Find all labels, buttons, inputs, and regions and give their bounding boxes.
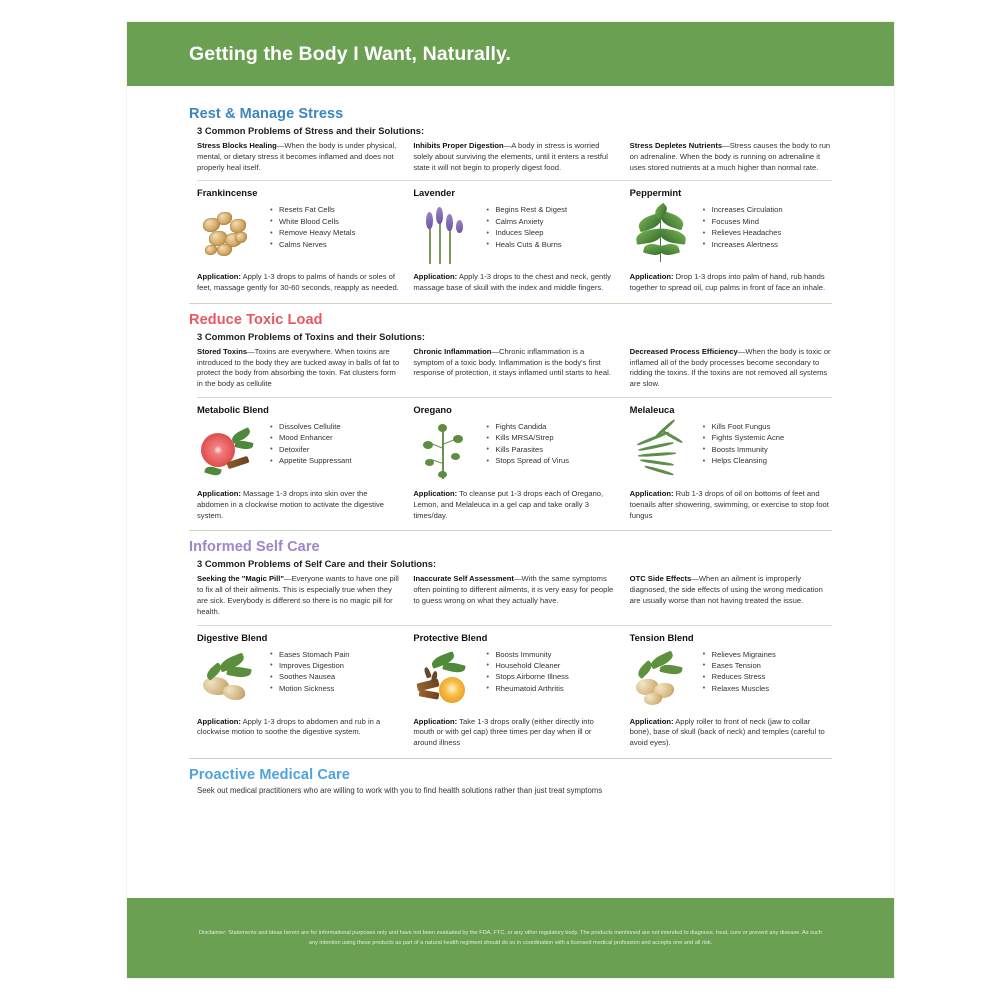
benefit-item: • Induces Sleep	[495, 227, 567, 238]
problem-term: Chronic Inflammation	[413, 346, 492, 356]
protective-blend-image	[413, 647, 475, 709]
problem-item	[413, 347, 615, 390]
section-title: Reduce Toxic Load	[189, 311, 323, 328]
benefit-item: • Appetite Suppressant	[279, 455, 352, 466]
application-label: Application:	[413, 716, 458, 726]
oil-benefits	[481, 649, 568, 695]
problem-term: Stored Toxins	[197, 346, 248, 356]
oil-application	[413, 717, 615, 749]
divider	[197, 397, 832, 398]
oil-benefits	[481, 204, 567, 250]
application-text: Apply 1-3 drops to abdomen and rub in a clockwise motion to soothe the digestive system.	[197, 716, 381, 737]
oil-application	[197, 489, 399, 521]
oil-name: Digestive Blend	[197, 631, 268, 643]
benefit-item: • Begins Rest & Digest	[495, 204, 567, 215]
benefit-item: • Mood Enhancer	[279, 432, 352, 443]
oil-name: Lavender	[413, 187, 456, 199]
digestive-blend-image	[197, 647, 259, 709]
oil-application	[630, 717, 832, 749]
problem-term: OTC Side Effects	[629, 574, 692, 584]
benefit-item: • Reduces Stress	[712, 671, 776, 682]
application-text: Drop 1-3 drops into palm of hand, rub hands together to spread oil, cup palms in front of face an inhale.	[629, 272, 826, 293]
document-page	[127, 22, 894, 978]
benefit-item: • Stops Airborne Illness	[495, 671, 568, 682]
benefit-item: • White Blood Cells	[279, 216, 355, 227]
oil-name: Melaleuca	[629, 404, 675, 416]
section-subhead: 3 Common Problems of Stress and their Solutions:	[197, 125, 425, 136]
document-body	[127, 86, 894, 797]
application-text: Apply 1-3 drops to the chest and neck, gently massage base of skull with the index and middle fingers.	[413, 272, 611, 293]
benefit-item: • Kills MRSA/Strep	[495, 432, 569, 443]
benefit-item: • Stops Spread of Virus	[495, 455, 569, 466]
oil-card	[197, 632, 399, 749]
section-reduce-toxic-load	[189, 312, 832, 521]
divider	[197, 625, 832, 626]
problem-text: —Toxins are everywhere. When toxins are introduced to the body they are tucked away in balls of fat to protect the body from absorbing the toxin. Fat clusters form in the body as cellulite	[197, 346, 400, 389]
oil-benefits	[481, 421, 569, 467]
problem-text: —Stress causes the body to run on adrenaline. When the body is running on adrenaline it uses stored nutrients at a much higher than normal rate.	[629, 141, 831, 172]
benefit-item: • Increases Alertness	[712, 239, 783, 250]
oil-card	[413, 187, 615, 294]
problem-term: Stress Blocks Healing	[197, 141, 277, 150]
benefit-item: • Calms Anxiety	[495, 216, 567, 227]
problem-term: Seeking the "Magic Pill"	[197, 574, 284, 584]
problem-text: —Chronic inflammation is a symptom of a toxic body. Inflammation is the body's first response of protection, it stays inflamed until starts to heal.	[413, 346, 611, 378]
benefit-item: • Fights Systemic Acne	[712, 432, 785, 443]
oil-application	[413, 272, 615, 294]
oil-name: Tension Blend	[629, 631, 694, 643]
oil-benefits	[265, 204, 355, 250]
oil-card	[630, 404, 832, 521]
oil-card	[197, 187, 399, 294]
oil-name: Oregano	[413, 404, 452, 416]
problem-text: —A body in stress is worried solely about surviving the elements, until it enters a restful state it will not begin to properly digest food.	[413, 141, 608, 172]
section-body-text: Seek out medical practitioners who are willing to work with you to find health solutions rather than just treat symptoms	[197, 785, 603, 795]
application-text: Rub 1-3 drops of oil on bottoms of feet and toenails after showering, swimming, or exercise to stop foot fungus	[629, 489, 829, 520]
oil-list	[197, 187, 832, 294]
lavender-plant-image	[413, 202, 475, 264]
benefit-item: • Calms Nerves	[279, 239, 355, 250]
oil-benefits	[265, 649, 350, 695]
section-title: Proactive Medical Care	[189, 766, 350, 783]
problem-item	[630, 141, 832, 173]
oil-list	[197, 632, 832, 749]
benefit-item: • Helps Cleansing	[712, 455, 785, 466]
disclaimer-text: Disclaimer: Statements and ideas herein are for informational purposes only and have not been evaluated by the FDA, FTC, or any other regulatory body. The products mentioned are not intended to diagnose, treat, cure or prevent any disease. As such any intention using these products as part of a natural health regiment should do so in coordination with a licensed medical profession and accepts one and all risk.	[199, 929, 822, 946]
oil-name: Metabolic Blend	[197, 404, 269, 416]
page-title: Getting the Body I Want, Naturally.	[189, 42, 512, 65]
problem-item	[197, 141, 399, 173]
oil-list	[197, 404, 832, 521]
application-label: Application:	[629, 716, 674, 726]
problem-item	[197, 574, 399, 617]
application-label: Application:	[413, 489, 458, 499]
benefit-item: • Kills Parasites	[495, 444, 569, 455]
problem-item	[630, 347, 832, 390]
problem-text: —Everyone wants to have one pill to fix all of their ailments. This is especially true when they are sick. Everybody is different so there is no magic pill for health.	[197, 574, 399, 616]
section-informed-self-care	[189, 539, 832, 748]
application-label: Application:	[197, 272, 241, 282]
oil-card	[413, 404, 615, 521]
section-title: Rest & Manage Stress	[189, 106, 344, 122]
benefit-item: • Relaxes Muscles	[712, 683, 776, 694]
oil-benefits	[698, 649, 776, 695]
benefit-item: • Fights Candida	[495, 421, 569, 432]
problem-term: Decreased Process Efficiency	[629, 346, 738, 356]
oil-card	[197, 404, 399, 521]
benefit-item: • Soothes Nausea	[279, 671, 350, 682]
problem-item	[413, 141, 615, 173]
frankincense-resin-image	[197, 202, 259, 264]
benefit-item: • Relieves Headaches	[712, 227, 783, 238]
section-subhead: 3 Common Problems of Self Care and their Solutions:	[197, 558, 437, 570]
benefit-item: • Relieves Migraines	[712, 649, 776, 660]
benefit-item: • Eases Stomach Pain	[279, 649, 350, 660]
benefit-item: • Detoxifer	[279, 444, 352, 455]
oil-card	[630, 187, 832, 294]
benefit-item: • Heals Cuts & Burns	[495, 239, 567, 250]
metabolic-blend-image	[197, 419, 259, 481]
problem-term: Inaccurate Self Assessment	[413, 574, 514, 584]
oil-benefits	[698, 204, 783, 250]
document-footer	[127, 898, 894, 978]
application-label: Application:	[629, 272, 674, 282]
problem-item	[413, 574, 615, 617]
oregano-sprig-image	[413, 419, 475, 481]
application-label: Application:	[197, 716, 241, 726]
benefit-item: • Resets Fat Cells	[279, 204, 355, 215]
application-text: Take 1-3 drops orally (either directly into mouth or with gel cap) three times per day when ill or around illness	[413, 716, 594, 748]
benefit-item: • Boosts Immunity	[495, 649, 568, 660]
section-proactive-medical-care	[189, 767, 832, 797]
oil-benefits	[265, 421, 352, 467]
oil-card	[413, 632, 615, 749]
problem-text: —When the body is under physical, mental, or dietary stress it becomes inflamed and does not properly heal itself.	[197, 141, 397, 172]
benefit-item: • Motion Sickness	[279, 683, 350, 694]
benefit-item: • Boosts Immunity	[712, 444, 785, 455]
oil-application	[413, 489, 615, 521]
benefit-item: • Household Cleaner	[495, 660, 568, 671]
oil-name: Protective Blend	[413, 631, 488, 643]
application-text: To cleanse put 1-3 drops each of Oregano, Lemon, and Melaleuca in a gel cap and take orally 3 times/day.	[413, 489, 604, 520]
benefit-item: • Rheumatoid Arthritis	[495, 683, 568, 694]
section-divider	[189, 303, 832, 304]
oil-application	[197, 717, 399, 739]
problem-text: —When the body is toxic or inflamed all of the body processes become secondary to ridding the toxins. If the toxins are not removed all systems are slow.	[629, 346, 831, 389]
benefit-item: • Kills Foot Fungus	[712, 421, 785, 432]
problem-item	[197, 347, 399, 390]
oil-name: Frankincense	[197, 187, 258, 199]
benefit-item: • Dissolves Cellulite	[279, 421, 352, 432]
application-label: Application:	[629, 489, 674, 499]
problem-text: —When an ailment is improperly diagnosed, the side effects of using the wrong medication are usually worse than not having treated the issue.	[629, 574, 823, 605]
oil-application	[630, 272, 832, 294]
section-rest-manage-stress	[189, 106, 832, 294]
melaleuca-plant-image	[630, 419, 692, 481]
oil-card	[630, 632, 832, 749]
application-text: Apply roller to front of neck (jaw to collar bone), base of skull (back of neck) and temples (careful to avoid eyes).	[629, 716, 825, 748]
oil-application	[197, 272, 399, 294]
oil-application	[630, 489, 832, 521]
application-label: Application:	[413, 272, 458, 282]
problem-list	[197, 574, 832, 617]
divider	[197, 180, 832, 181]
oil-benefits	[698, 421, 785, 467]
tension-blend-image	[630, 647, 692, 709]
problem-term: Inhibits Proper Digestion	[413, 141, 504, 150]
problem-term: Stress Depletes Nutrients	[629, 141, 723, 150]
benefit-item: • Remove Heavy Metals	[279, 227, 355, 238]
oil-name: Peppermint	[629, 187, 682, 199]
section-divider	[189, 758, 832, 759]
problem-list	[197, 347, 832, 390]
section-subhead: 3 Common Problems of Toxins and their Solutions:	[197, 330, 425, 342]
problem-list	[197, 141, 832, 173]
application-text: Apply 1-3 drops to palms of hands or soles of feet, massage gently for 30-60 seconds, reapply as needed.	[197, 272, 399, 293]
benefit-item: • Improves Digestion	[279, 660, 350, 671]
peppermint-plant-image	[630, 202, 692, 264]
document-header	[127, 22, 894, 86]
benefit-item: • Eases Tension	[712, 660, 776, 671]
section-divider	[189, 530, 832, 531]
application-text: Massage 1-3 drops into skin over the abdomen in a clockwise motion to activate the digestive system.	[197, 489, 384, 520]
section-title: Informed Self Care	[189, 539, 320, 556]
benefit-item: • Focuses Mind	[712, 216, 783, 227]
application-label: Application:	[197, 489, 241, 499]
benefit-item: • Increases Circulation	[712, 204, 783, 215]
problem-text: —With the same symptoms often pointing to different ailments, it is very easy for people to guess wrong on what they actually have.	[413, 574, 614, 605]
problem-item	[630, 574, 832, 617]
